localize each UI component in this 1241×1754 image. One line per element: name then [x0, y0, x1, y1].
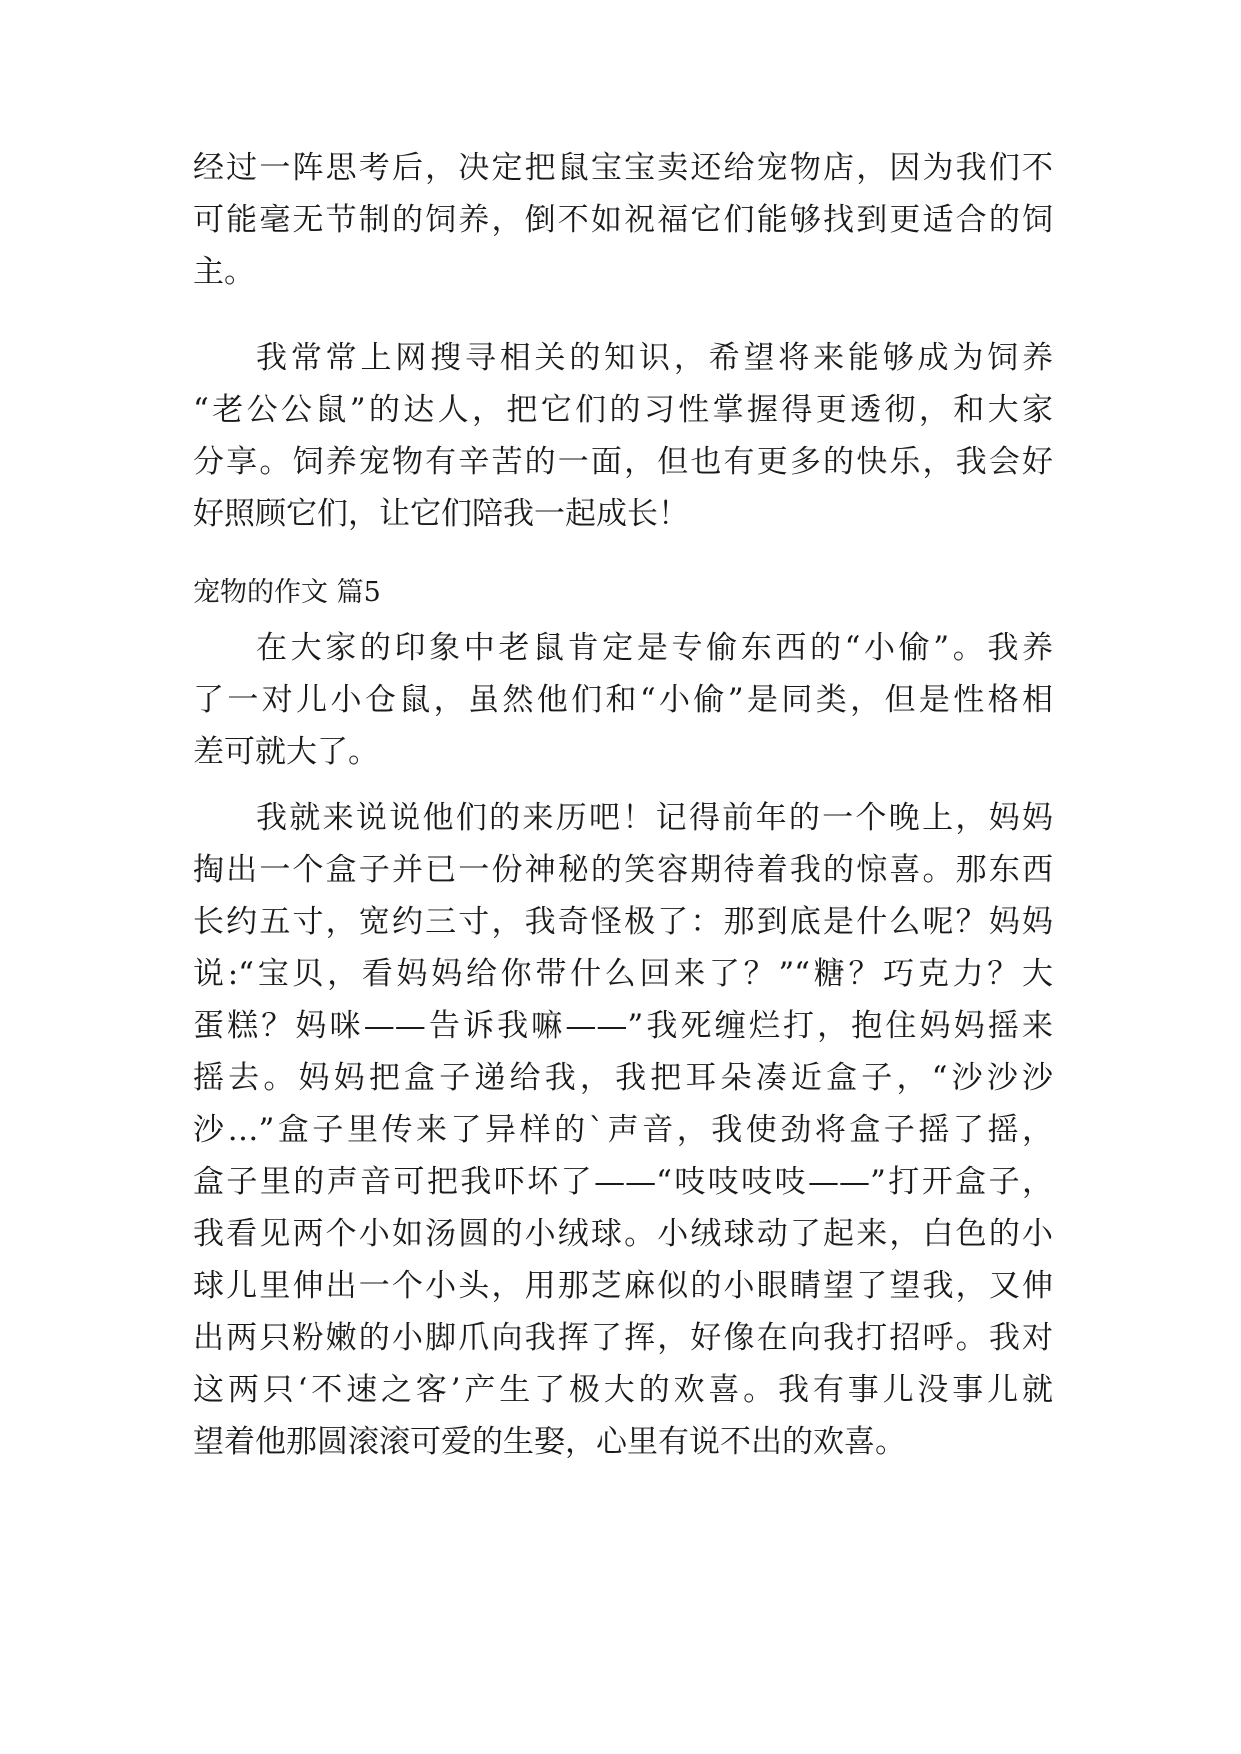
text-line: 球儿里伸出一个小头，用那芝麻似的小眼睛望了望我，又伸	[193, 1268, 1053, 1304]
text-line: 差可就大了。	[193, 734, 379, 770]
text-line: 了一对儿小仓鼠，虽然他们和“小偷”是同类，但是性格相	[193, 682, 1053, 718]
text-line: 分享。饲养宠物有辛苦的一面，但也有更多的快乐，我会好	[193, 444, 1053, 480]
paragraph-first-line: 我常常上网搜寻相关的知识，希望将来能够成为饲养	[256, 340, 1053, 376]
text-line: 经过一阵思考后，决定把鼠宝宝卖还给宠物店，因为我们不	[193, 150, 1053, 186]
text-line: 望着他那圆滚滚可爱的生娶，心里有说不出的欢喜。	[193, 1424, 906, 1460]
text-line: 长约五寸，宽约三寸，我奇怪极了：那到底是什么呢？妈妈	[193, 904, 1053, 940]
text-line: 说:“宝贝，看妈妈给你带什么回来了？”“糖？巧克力？大	[193, 956, 1053, 992]
text-line: 这两只‘不速之客’产生了极大的欢喜。我有事儿没事儿就	[193, 1372, 1053, 1408]
text-line: “老公公鼠”的达人，把它们的习性掌握得更透彻，和大家	[193, 392, 1053, 428]
text-line: 盒子里的声音可把我吓坏了——“吱吱吱吱——”打开盒子，	[193, 1164, 1053, 1200]
text-line: 蛋糕？妈咪——告诉我嘛——”我死缠烂打，抱住妈妈摇来	[193, 1008, 1053, 1044]
text-line: 我看见两个小如汤圆的小绒球。小绒球动了起来，白色的小	[193, 1216, 1053, 1252]
text-line: 可能毫无节制的饲养，倒不如祝福它们能够找到更适合的饲	[193, 202, 1053, 238]
section-heading: 宠物的作文 篇5	[193, 577, 381, 608]
text-line: 好照顾它们，让它们陪我一起成长！	[193, 496, 689, 532]
text-line: 掏出一个盒子并已一份神秘的笑容期待着我的惊喜。那东西	[193, 852, 1053, 888]
text-line: 沙…”盒子里传来了异样的`声音，我使劲将盒子摇了摇，	[193, 1112, 1053, 1148]
text-line: 出两只粉嫩的小脚爪向我挥了挥，好像在向我打招呼。我对	[193, 1320, 1053, 1356]
paragraph-first-line: 我就来说说他们的来历吧！记得前年的一个晚上，妈妈	[256, 800, 1053, 836]
text-line: 主。	[193, 254, 255, 290]
text-line: 摇去。妈妈把盒子递给我，我把耳朵凑近盒子，“沙沙沙	[193, 1060, 1053, 1096]
paragraph-first-line: 在大家的印象中老鼠肯定是专偷东西的“小偷”。我养	[256, 630, 1053, 666]
